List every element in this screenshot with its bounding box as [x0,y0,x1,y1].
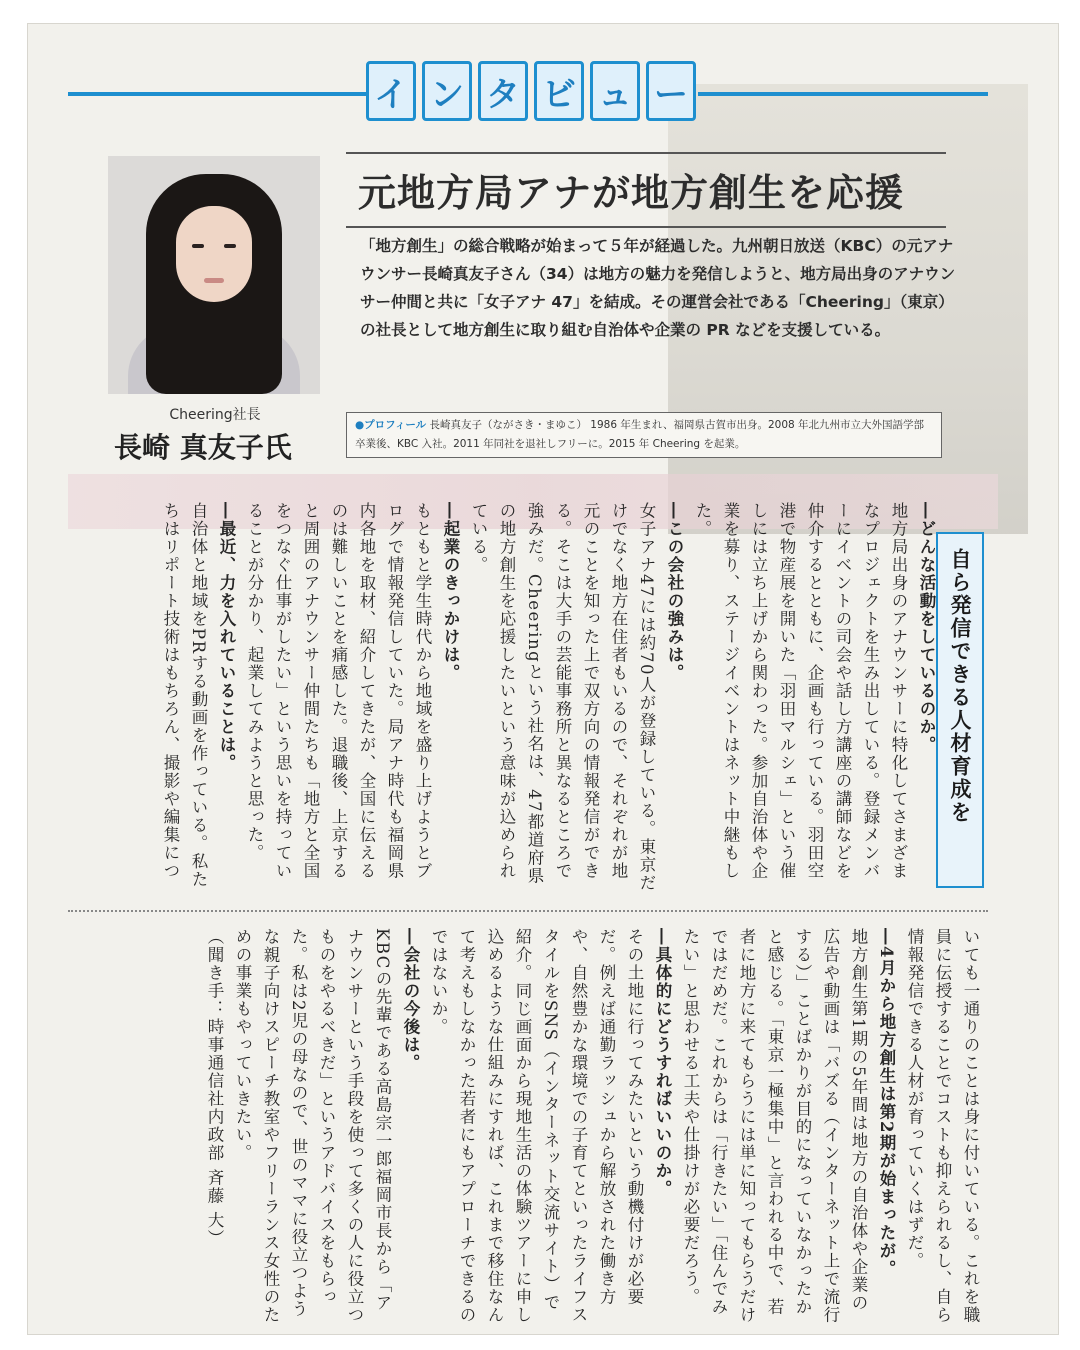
question: ―どんな活動をしているのか。 [917,502,936,754]
answer: その土地に行ってみたいという動機付けが必要だ。例えば通勤ラッシュから解放された働き方や、自然豊かな環境での子育てといったライフスタイルをSNS（インターネット交流サイト）で紹介。同じ画面から現地生活の体験ツアーに申し込めるような仕組みにすれば、これまで移住なんて考えもしなかった若者にもアプローチできるのではないか。 [429,928,644,1324]
portrait-photo [108,156,320,394]
answer: 地方局出身のアナウンサーに特化してさまざまなプロジェクトを生み出している。登録メンバーにイベントの司会や話し方講座の講師などを仲介するとともに、企画も行っている。羽田空港で物産展を開いた「羽田マルシェ」という催しには立ち上げから関わった。参加自治体や企業を募り、ステージイベントはネット中継もした。 [693,502,908,880]
question: ―具体的にどうすればいいのか。 [653,928,672,1198]
profile-label: ●プロフィール [355,419,427,431]
body-upper [84,502,940,892]
headline-rule-bottom [346,226,946,228]
magazine-page [28,24,1058,1334]
header-rule-left [68,92,368,96]
interviewee-role: Cheering社長 [169,407,261,423]
answer: いても一通りのことは身に付いている。これを職員に伝授することでコストも抑えられるし、自ら情報発信できる人材が育っていくはずだ。 [905,928,980,1324]
headline: 元地方局アナが地方創生を応援 [358,171,905,215]
headline-rule-top [346,152,946,154]
lead-paragraph: 「地方創生」の総合戦略が始まって５年が経過した。九州朝日放送（KBC）の元アナウンサー長崎真友子さん（34）は地方の魅力を発信しようと、地方局出身のアナウンサー仲間と共に「女子アナ 47」を結成。その運営会社である「Cheering」（東京）の社長として地方創生に取り組む自治体や企業の PR などを支援している。 [360,237,956,339]
interviewee-name: 長崎 真友子氏 [114,431,292,464]
section-title-interview [366,58,696,124]
body-lower [84,928,984,1328]
section-char: ュ [590,61,640,121]
answer: 地方創生第1期の5年間は地方の自治体や企業の広告や動画は「バズる（インターネット上で流行する）」ことばかりが目的になっていなかったかと感じる。「東京一極集中」と言われる中で、若者に地方に来てもらうには単に知ってもらうだけではだめだ。これからは「行きたい」「住んでみたい」と思わせる工夫や仕掛けが必要だろう。 [681,928,868,1324]
question: ―最近、力を入れていることは。 [217,502,236,772]
sidebar-heading: 自ら発信できる人材育成を [936,532,984,888]
answer: KBCの先輩である高島宗一郎福岡市長から「アナウンサーという手段を使って多くの人に役立つものをやるべきだ」というアドバイスをもらった。私は2児の母なので、世のママに役立つような親子向けスピーチ教室やフリーランス女性のための事業もやっていきたい。 [233,928,392,1324]
question: ―会社の今後は。 [401,928,420,1072]
answer: もともと学生時代から地域を盛り上げようとブログで情報発信していた。局アナ時代も福岡県内各地を取材、紹介してきたが、全国に伝えるのは難しいことを痛感した。退職後、上京すると周囲のアナウンサー仲間たちも「地方と全国をつなぐ仕事がしたい」という思いを持っていることが分かり、起業してみようと思った。 [245,502,432,880]
question: ―4月から地方創生は第2期が始まったが。 [877,928,896,1278]
section-char: イ [366,61,416,121]
answer: 自治体と地域をPRする動画を作っている。私たちはリポート技術はもちろん、撮影や編集につ [161,502,208,889]
column-divider [68,910,988,912]
profile-box [346,412,942,458]
question: ―この会社の強みは。 [665,502,684,682]
header-rule-right [698,92,988,96]
section-char: タ [478,61,528,121]
interviewer-credit: （聞き手：時事通信社内政部 斉藤 大） [205,928,224,1248]
section-char: ン [422,61,472,121]
profile-text: 長崎真友子（ながさき・まゆこ） 1986 年生まれ、福岡県古賀市出身。2008 年北九州市立大外国語学部卒業後、KBC 入社。2011 年同社を退社しフリーに。2015 年 Cheering を起業。 [355,419,925,450]
section-char: ビ [534,61,584,121]
section-char: ー [646,61,696,121]
answer: 女子アナ47には約70人が登録している。東京だけでなく地方在住者もいるので、それぞれが地元のことを知った上で双方向の情報発信ができる。そこは大手の芸能事務所と異なるところで強みだ。Cheeringという社名は、47都道府県の地方創生を応援したいという意味が込められている。 [469,502,656,892]
question: ―起業のきっかけは。 [441,502,460,682]
